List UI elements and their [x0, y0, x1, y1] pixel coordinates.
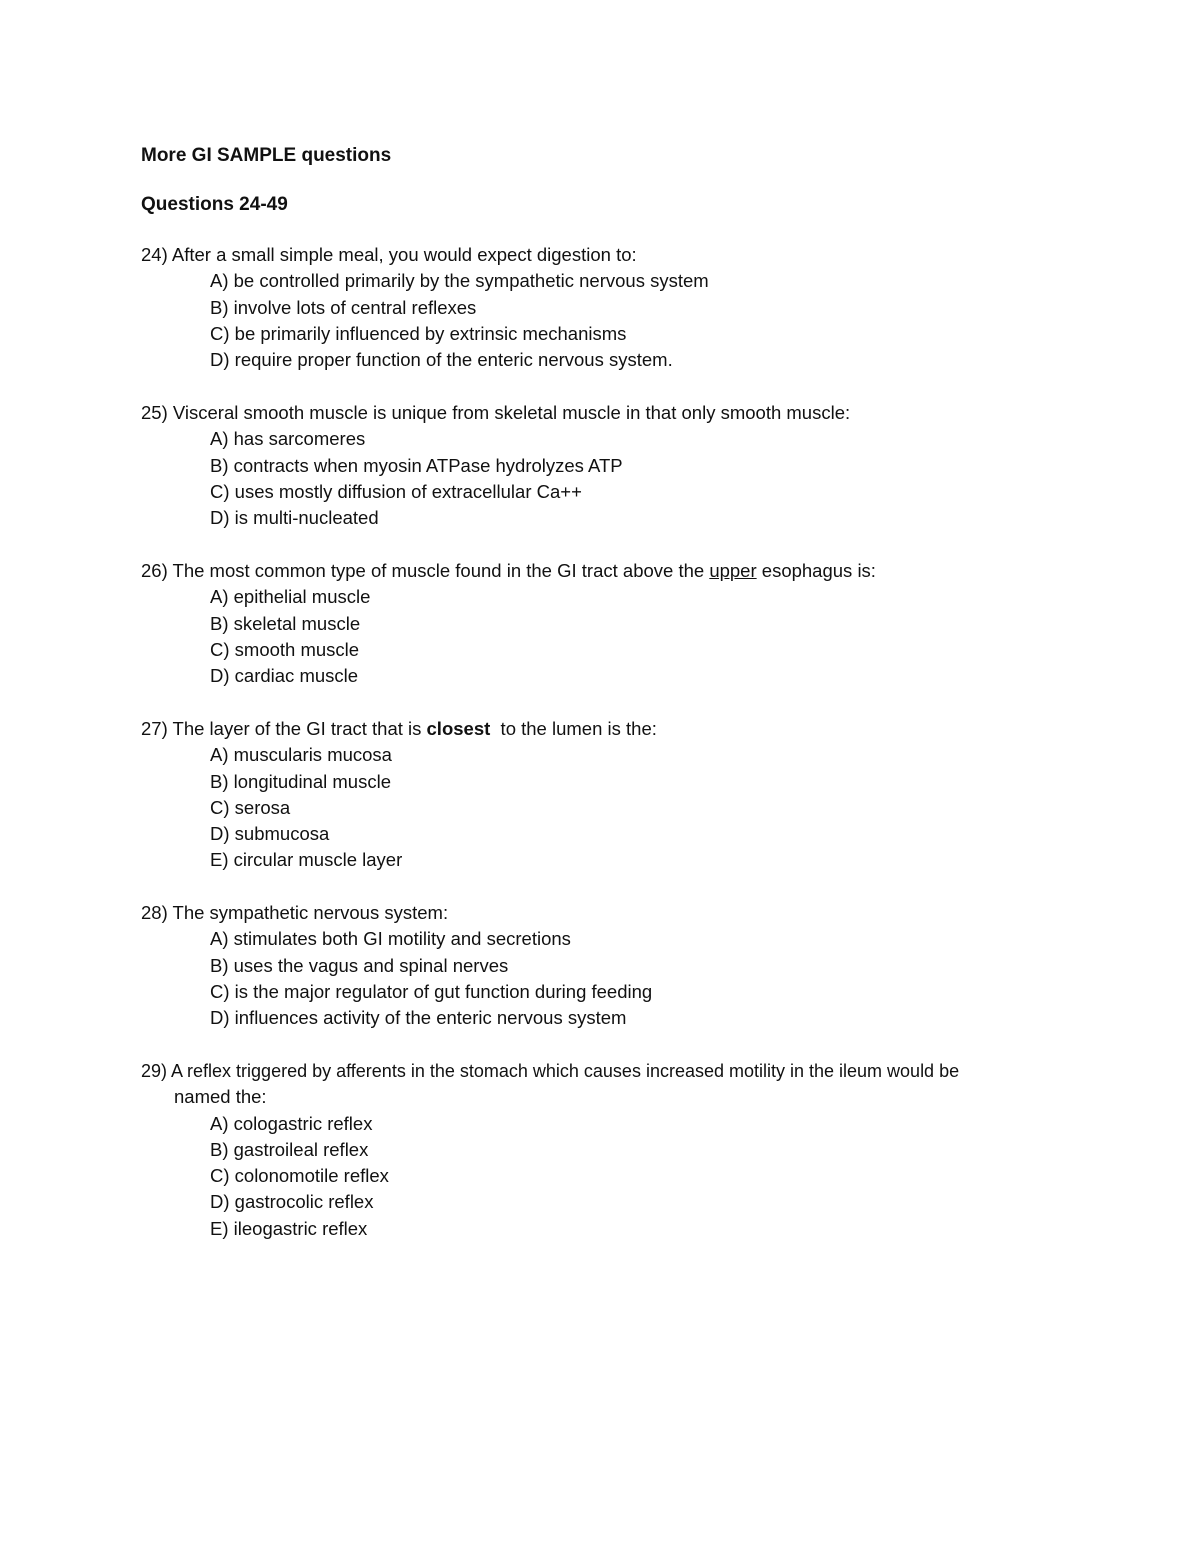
answer-option-c: C) uses mostly diffusion of extracellular Ca++	[210, 480, 582, 502]
answer-option-c: C) be primarily influenced by extrinsic mechanisms	[210, 322, 627, 344]
answer-option-a: A) cologastric reflex	[210, 1112, 373, 1134]
question-29	[141, 1058, 1081, 1242]
answer-option-d: D) is multi-nucleated	[210, 507, 379, 529]
answer-option-b: B) uses the vagus and spinal nerves	[210, 954, 509, 976]
answer-option-b: B) skeletal muscle	[210, 612, 361, 634]
document-subtitle: Questions 24-49	[141, 194, 288, 215]
question-prompt: 24) After a small simple meal, you would expect digestion to:	[141, 244, 637, 265]
answer-option-b: B) contracts when myosin ATPase hydrolyzes ATP	[210, 454, 623, 476]
question-26	[141, 558, 1081, 689]
answer-option-d: D) cardiac muscle	[210, 665, 359, 687]
question-prompt	[141, 716, 1081, 742]
question-25	[141, 400, 1081, 531]
answer-option-a: A) has sarcomeres	[210, 428, 366, 450]
question-27	[141, 716, 1081, 874]
answer-option-a: A) be controlled primarily by the sympathetic nervous system	[210, 270, 709, 292]
answer-option-c: C) serosa	[210, 796, 291, 818]
question-28	[141, 900, 1081, 1031]
answer-option-d: D) require proper function of the enteric nervous system.	[210, 349, 673, 371]
question-prompt-start: 27) The layer of the GI tract that is	[141, 718, 427, 739]
answer-option-c: C) is the major regulator of gut function during feeding	[210, 980, 653, 1002]
question-24	[141, 242, 1081, 373]
answer-option-a: A) muscularis mucosa	[210, 744, 392, 766]
question-prompt-start: 26) The most common type of muscle found in the GI tract above the	[141, 560, 710, 581]
question-prompt: 29) A reflex triggered by afferents in the stomach which causes increased motility in the ileum would be	[141, 1061, 960, 1081]
answer-option-d: D) submucosa	[210, 823, 330, 845]
answer-option-e: E) circular muscle layer	[210, 849, 403, 871]
question-prompt-continued: named the:	[174, 1086, 267, 1108]
answer-option-d: D) influences activity of the enteric nervous system	[210, 1007, 627, 1029]
answer-option-b: B) gastroileal reflex	[210, 1138, 369, 1160]
question-prompt-end: to the lumen is the:	[490, 718, 657, 739]
underlined-word: upper	[709, 560, 757, 581]
answer-option-a: A) stimulates both GI motility and secretions	[210, 928, 571, 950]
answer-option-d: D) gastrocolic reflex	[210, 1191, 374, 1213]
bold-word: closest	[426, 718, 491, 739]
answer-option-c: C) colonomotile reflex	[210, 1165, 389, 1187]
answer-option-c: C) smooth muscle	[210, 638, 360, 660]
question-prompt: 28) The sympathetic nervous system:	[141, 902, 449, 923]
answer-option-e: E) ileogastric reflex	[210, 1217, 368, 1239]
answer-option-a: A) epithelial muscle	[210, 586, 371, 608]
document-title: More GI SAMPLE questions	[141, 145, 392, 166]
question-prompt-end: esophagus is:	[756, 560, 876, 581]
answer-option-b: B) involve lots of central reflexes	[210, 296, 477, 318]
answer-option-b: B) longitudinal muscle	[210, 770, 391, 792]
question-prompt	[141, 558, 1081, 584]
question-prompt: 25) Visceral smooth muscle is unique from skeletal muscle in that only smooth muscle:	[141, 402, 851, 423]
